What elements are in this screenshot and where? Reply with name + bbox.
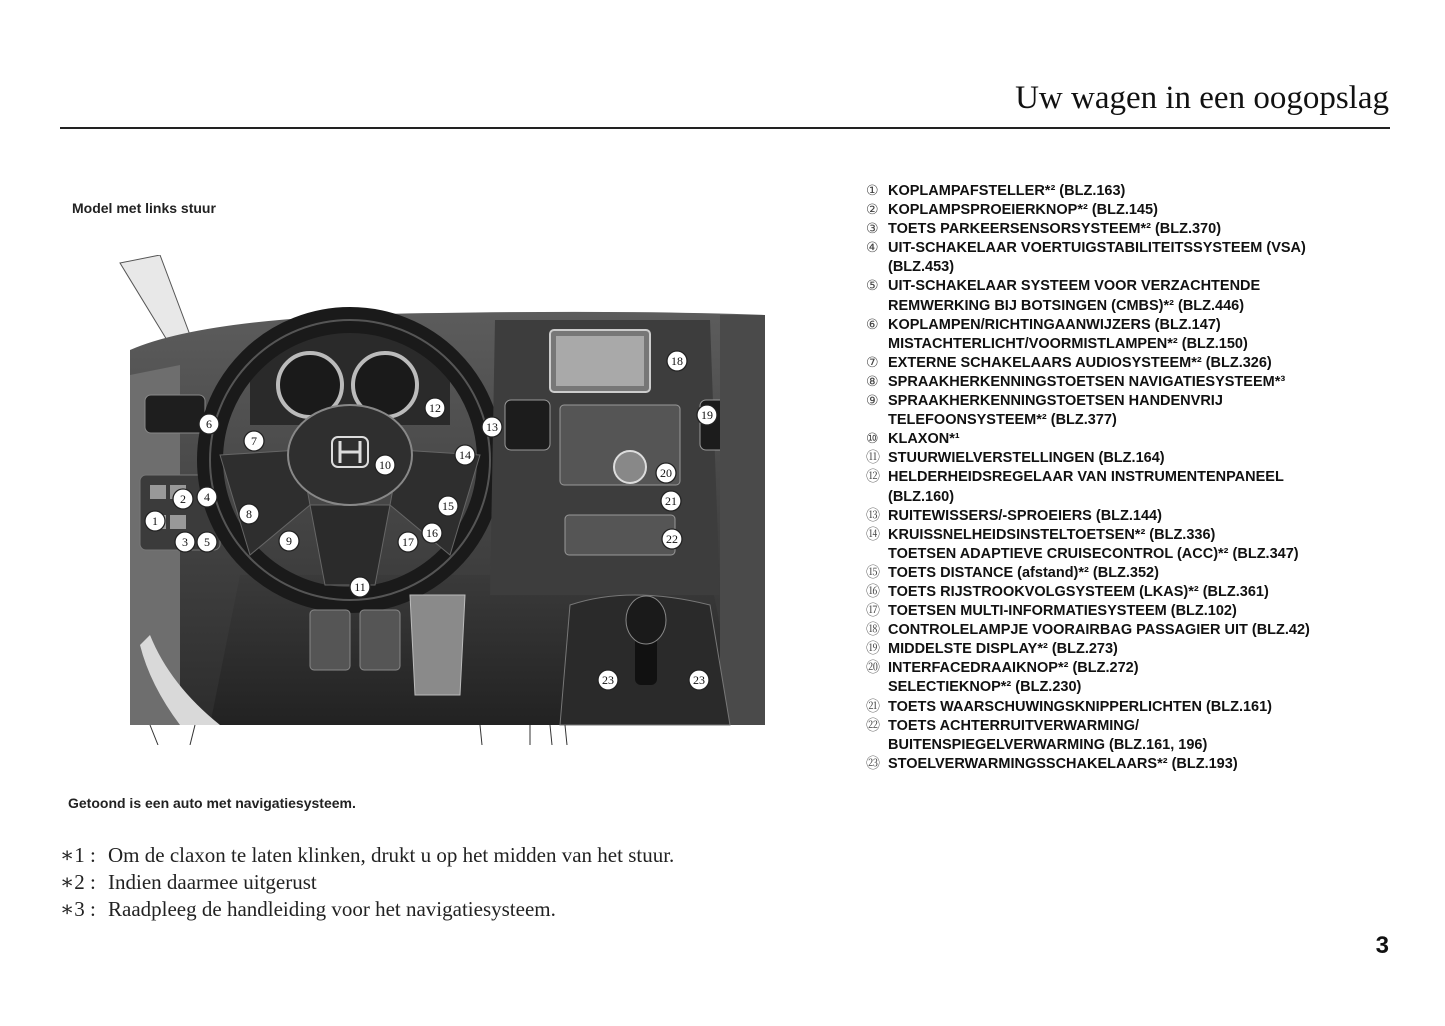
legend-number: ⑤ <box>866 278 879 295</box>
legend-number: ⑭ <box>866 526 880 543</box>
callout-16 <box>422 523 442 543</box>
legend-text: KOPLAMPSPROEIERKNOP*² (BLZ.145) <box>888 202 1158 219</box>
legend-item <box>866 526 1386 564</box>
legend-text: TOETS DISTANCE (afstand)*² (BLZ.352) <box>888 564 1159 581</box>
legend-item <box>866 239 1386 277</box>
callout-10 <box>375 455 395 475</box>
svg-text:21: 21 <box>665 494 677 508</box>
legend-item <box>866 564 1386 583</box>
legend-item <box>866 583 1386 602</box>
legend-number: ㉒ <box>866 717 880 734</box>
callout-14 <box>455 445 475 465</box>
legend-text: STUURWIELVERSTELLINGEN (BLZ.164) <box>888 450 1165 467</box>
legend-text: TOETSEN ADAPTIEVE CRUISECONTROL (ACC)*² (BLZ.347) <box>888 545 1299 562</box>
callout-1 <box>145 511 165 531</box>
legend-item <box>866 755 1386 774</box>
svg-text:7: 7 <box>251 434 257 448</box>
footnote-text: Indien daarmee uitgerust <box>108 870 317 894</box>
legend-text: TOETS ACHTERRUITVERWARMING/ <box>888 717 1140 734</box>
legend-item <box>866 640 1386 659</box>
legend-text: EXTERNE SCHAKELAARS AUDIOSYSTEEM*² (BLZ.326) <box>888 354 1272 371</box>
legend-item <box>866 277 1386 315</box>
callout-17 <box>398 532 418 552</box>
svg-text:23: 23 <box>693 673 705 687</box>
legend-number: ㉑ <box>866 698 880 715</box>
callout-6 <box>199 414 219 434</box>
legend-item <box>866 602 1386 621</box>
callout-3 <box>175 532 195 552</box>
callout-11 <box>350 577 370 597</box>
callout-9 <box>279 531 299 551</box>
callout-12 <box>425 398 445 418</box>
callout-4 <box>197 487 217 507</box>
page-title: Uw wagen in een oogopslag <box>1015 80 1389 116</box>
legend-item <box>866 201 1386 220</box>
legend-text: SPRAAKHERKENNINGSTOETSEN HANDENVRIJ <box>888 393 1223 410</box>
svg-text:12: 12 <box>429 401 441 415</box>
footnote-mark: ∗1 : <box>60 843 96 867</box>
legend-text: (BLZ.160) <box>888 488 955 505</box>
legend-number: ③ <box>866 221 879 238</box>
legend-text: INTERFACEDRAAIKNOP*² (BLZ.272) <box>888 660 1139 677</box>
legend-number: ⑬ <box>866 507 880 524</box>
legend-text: HELDERHEIDSREGELAAR VAN INSTRUMENTENPANEEL <box>888 469 1284 486</box>
legend-item <box>866 373 1386 392</box>
footnote-text: Raadpleeg de handleiding voor het navigatiesysteem. <box>108 897 556 921</box>
legend-item <box>866 182 1386 201</box>
legend-item <box>866 392 1386 430</box>
legend-item <box>866 717 1386 755</box>
legend-item <box>866 507 1386 526</box>
legend-number: ⑫ <box>866 469 880 486</box>
footnote-mark: ∗2 : <box>60 870 96 894</box>
legend-item <box>866 316 1386 354</box>
svg-text:6: 6 <box>206 417 212 431</box>
legend-number: ⑮ <box>866 564 880 581</box>
svg-text:18: 18 <box>671 354 683 368</box>
legend-text: KRUISSNELHEIDSINSTELTOETSEN*² (BLZ.336) <box>888 526 1216 543</box>
legend-number: ⑳ <box>866 660 880 677</box>
svg-text:23: 23 <box>602 673 614 687</box>
legend-text: MIDDELSTE DISPLAY*² (BLZ.273) <box>888 641 1118 658</box>
legend-number: ④ <box>866 240 879 257</box>
callout-23-left <box>598 670 618 690</box>
legend-number: ⑱ <box>866 622 880 639</box>
legend-text: TELEFOONSYSTEEM*² (BLZ.377) <box>888 412 1117 429</box>
legend-text: KOPLAMPAFSTELLER*² (BLZ.163) <box>888 183 1126 199</box>
callout-7 <box>244 431 264 451</box>
legend-item <box>866 449 1386 468</box>
legend-number: ⑥ <box>866 316 879 333</box>
legend-text: TOETSEN MULTI-INFORMATIESYSTEEM (BLZ.102) <box>888 603 1237 620</box>
legend-item <box>866 220 1386 239</box>
footnote-text: Om de claxon te laten klinken, drukt u op het midden van het stuur. <box>108 843 675 867</box>
callout-23-right <box>689 670 709 690</box>
legend-number: ⑨ <box>866 393 879 410</box>
legend-item <box>866 468 1386 506</box>
svg-text:22: 22 <box>666 532 678 546</box>
legend-text: REMWERKING BIJ BOTSINGEN (CMBS)*² (BLZ.446) <box>888 297 1245 314</box>
component-legend <box>866 182 1386 774</box>
svg-text:13: 13 <box>486 420 498 434</box>
legend-item <box>866 659 1386 697</box>
svg-text:5: 5 <box>204 535 210 549</box>
footnote <box>60 896 820 923</box>
legend-number: ⑩ <box>866 431 879 448</box>
legend-number: ㉓ <box>866 755 880 772</box>
legend-text: RUITEWISSERS/-SPROEIERS (BLZ.144) <box>888 507 1162 524</box>
legend-item <box>866 698 1386 717</box>
legend-text: SPRAAKHERKENNINGSTOETSEN NAVIGATIESYSTEEM*³ <box>888 373 1286 390</box>
legend-number: ⑯ <box>866 583 880 600</box>
dashboard-illustration <box>110 255 770 745</box>
footnote <box>60 842 820 869</box>
legend-item <box>866 430 1386 449</box>
legend-number: ⑲ <box>866 641 880 658</box>
svg-text:9: 9 <box>286 534 292 548</box>
footnote-mark: ∗3 : <box>60 897 96 921</box>
legend-number: ⑰ <box>866 603 880 620</box>
svg-text:10: 10 <box>379 458 391 472</box>
legend-text: MISTACHTERLICHT/VOORMISTLAMPEN*² (BLZ.150) <box>888 335 1248 352</box>
legend-text: STOELVERWARMINGSSCHAKELAARS*² (BLZ.193) <box>888 755 1238 772</box>
svg-text:4: 4 <box>204 490 210 504</box>
callout-20 <box>656 463 676 483</box>
legend-text: CONTROLELAMPJE VOORAIRBAG PASSAGIER UIT (BLZ.42) <box>888 622 1310 639</box>
svg-text:14: 14 <box>459 448 471 462</box>
svg-text:20: 20 <box>660 466 672 480</box>
svg-text:2: 2 <box>180 492 186 506</box>
legend-text: UIT-SCHAKELAAR VOERTUIGSTABILITEITSSYSTEEM (VSA) <box>888 240 1306 257</box>
legend-number: ② <box>866 202 879 219</box>
gear-shift-icon <box>560 595 730 725</box>
svg-text:3: 3 <box>182 535 188 549</box>
legend-text: KOPLAMPEN/RICHTINGAANWIJZERS (BLZ.147) <box>888 316 1221 333</box>
legend-number: ⑦ <box>866 354 879 371</box>
legend-text: BUITENSPIEGELVERWARMING (BLZ.161, 196) <box>888 736 1208 753</box>
legend-text: TOETS PARKEERSENSORSYSTEEM*² (BLZ.370) <box>888 221 1222 238</box>
footnote <box>60 869 820 896</box>
svg-text:15: 15 <box>442 499 454 513</box>
legend-number: ① <box>866 183 879 199</box>
callout-2 <box>173 489 193 509</box>
svg-text:19: 19 <box>701 408 713 422</box>
legend-text: TOETS WAARSCHUWINGSKNIPPERLICHTEN (BLZ.161) <box>888 698 1273 715</box>
legend-text: (BLZ.453) <box>888 259 955 276</box>
legend-text: UIT-SCHAKELAAR SYSTEEM VOOR VERZACHTENDE <box>888 278 1261 295</box>
legend-text: SELECTIEKNOP*² (BLZ.230) <box>888 679 1082 696</box>
callout-8 <box>239 504 259 524</box>
footnotes <box>60 842 820 923</box>
model-label: Model met links stuur <box>72 200 216 216</box>
callout-19 <box>697 405 717 425</box>
callout-5 <box>197 532 217 552</box>
svg-text:16: 16 <box>426 526 438 540</box>
legend-text: TOETS RIJSTROOKVOLGSYSTEEM (LKAS)*² (BLZ.361) <box>888 583 1269 600</box>
legend-item <box>866 621 1386 640</box>
svg-text:11: 11 <box>354 580 366 594</box>
legend-item <box>866 354 1386 373</box>
legend-number: ⑧ <box>866 373 879 390</box>
legend-text: KLAXON*¹ <box>888 431 960 448</box>
callout-21 <box>661 491 681 511</box>
callout-13 <box>482 417 502 437</box>
callout-22 <box>662 529 682 549</box>
callout-15 <box>438 496 458 516</box>
page-number: 3 <box>1375 932 1389 959</box>
figure-caption: Getoond is een auto met navigatiesysteem. <box>68 795 356 811</box>
callout-18 <box>667 351 687 371</box>
header-rule <box>60 127 1390 129</box>
svg-text:8: 8 <box>246 507 252 521</box>
svg-text:1: 1 <box>152 514 158 528</box>
legend-number: ⑪ <box>866 450 880 467</box>
svg-text:17: 17 <box>402 535 414 549</box>
